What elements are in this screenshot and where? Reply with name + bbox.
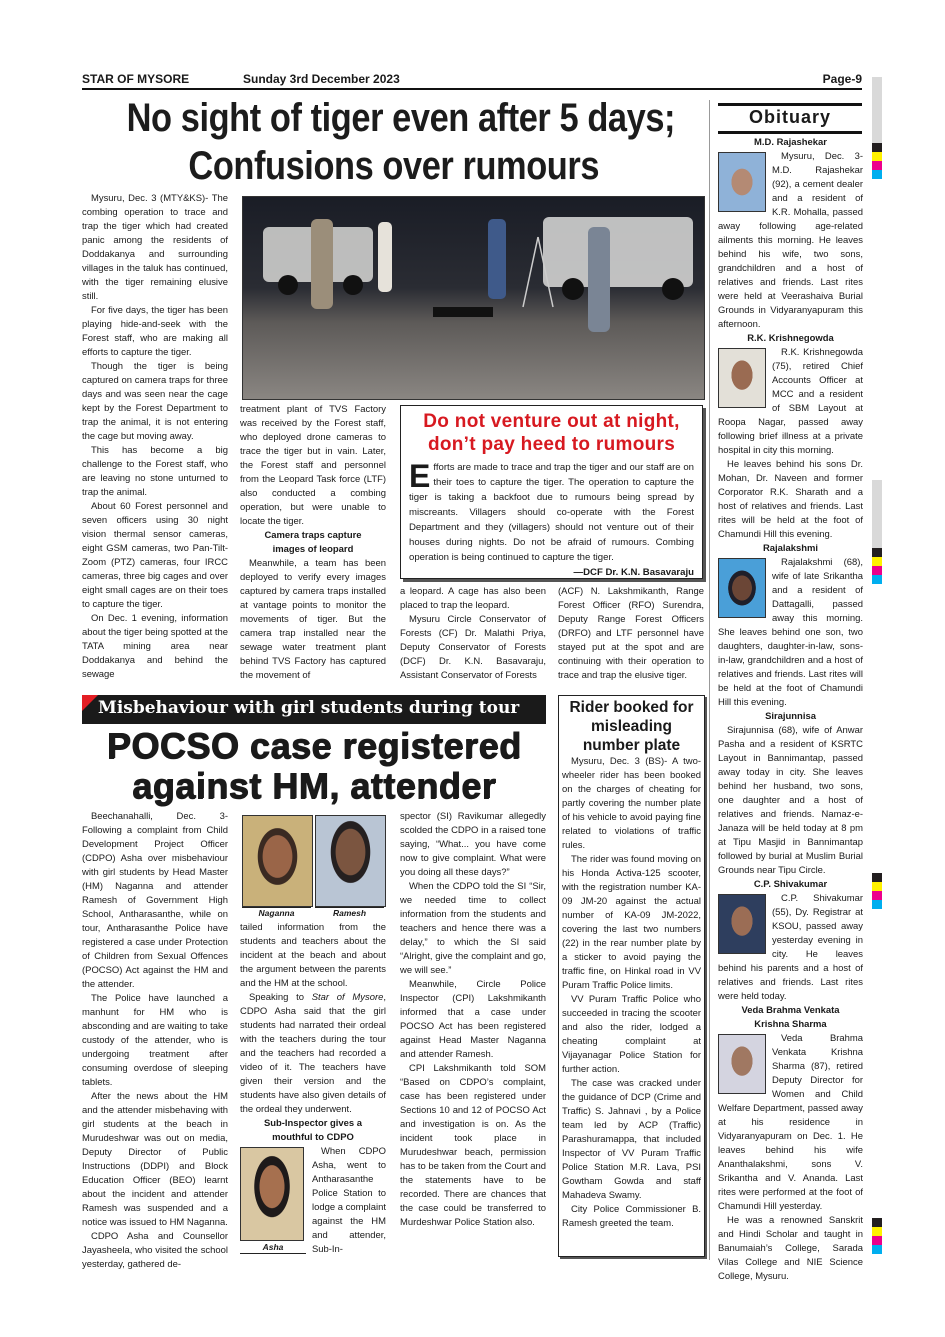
text: ,	[383, 992, 386, 1003]
kicker-text: Misbehaviour with girl students during tour	[98, 698, 520, 718]
subheading: Sub-Inspector gives a mouthful to CDPO	[263, 1118, 363, 1143]
paragraph: The rider was found moving on his Honda Activa-125 scooter, with the registration number KA-09 JM-20 against the actual number of KA-09 JM-2022, covering the last two numbers (22) in the rear number plate by a sticker to avoid paying the traffic fine, on Hinkal road in VV Puram Traffic Police limits.	[562, 854, 701, 991]
asha-photo	[240, 1147, 304, 1241]
paragraph: Mysuru, Dec. 3 (BS)- A two-wheeler rider has been booked on the charges of cheating for partly covering the number plate of his vehicle to avoid paying fine related to violations of traffic rules.	[562, 756, 701, 851]
combing-operation-photo	[242, 196, 705, 400]
paragraph: tailed information from the students and teachers about the incident at the beach and about the argument between the parents and the HM at the school.	[240, 922, 386, 989]
paragraph: When CDPO Asha, went to Antharasanthe Police Station to lodge a complaint against the HM and attender, Sub-In-	[312, 1146, 386, 1255]
obit-text	[718, 556, 863, 710]
quote-text: fforts are made to trace and trap the tiger and our staff are on their toes to capture the tiger. The operation to capture the tiger is taking a backfoot due to rumours being spread by miscreants. Villagers should co-operate with the Forest Department and they (villagers) should not venture out of their houses during nights. Do not be afraid of rumours. Combing operation is being continued to capture the tiger.	[409, 462, 694, 563]
text: Rajalakshmi (68), wife of late Srikantha and a resident of Dattagalli, passed away this morning. She leaves behind one son, two daughters, daughter-in-law, sons-in-law, grandchildren and a host of relatives and friends. Last rites will be held at the foot of Chamundi Hill this evening.	[718, 557, 863, 708]
publication-name: Star of Mysore	[311, 992, 384, 1003]
registration-color-strip	[872, 143, 882, 179]
obit-text	[718, 150, 863, 332]
pocso-column-2	[240, 921, 386, 1257]
paper-name: STAR OF MYSORE	[82, 72, 190, 86]
obit-photo-rajalakshmi	[718, 558, 766, 618]
tiger-story-column-3	[400, 585, 546, 683]
obit-name: Veda Brahma Venkata Krishna Sharma	[741, 1005, 840, 1030]
obit-name: M.D. Rajashekar	[754, 137, 827, 148]
obit-text	[718, 346, 863, 458]
text: C.P. Shivakumar (55), Dy. Registrar at KSOU, passed away yesterday evening in city. He leaves behind his parents and a host of relatives and friends. Last rites were held today.	[718, 893, 863, 1002]
headline-line1: POCSO case registered	[106, 725, 522, 766]
naganna-photo	[242, 815, 313, 907]
obituary-heading: Obituary	[748, 107, 831, 127]
tiger-story-column-2	[240, 403, 386, 683]
pocso-column-3	[400, 810, 546, 1230]
obit-text: He was a renowned Sanskrit and Hindi Scholar and taught in Banumaiah’s College, Sarada Vilas College and NIE Science College, Mysuru.	[718, 1215, 863, 1282]
issue-date: Sunday 3rd December 2023	[243, 72, 400, 86]
text: CDPO Asha said that the girl students had narrated their ordeal with the teachers during the tour and the teachers had recorded a video of it. The teachers have given their version and the students have also given details of the ordeal they underwent.	[240, 1006, 386, 1115]
registration-color-strip	[872, 1218, 882, 1254]
paragraph: a leopard. A cage has also been placed to trap the leopard.	[400, 586, 546, 611]
paragraph: For five days, the tiger has been playing hide-and-seek with the Forest staff, who are making all efforts to capture the tiger.	[82, 305, 228, 358]
paragraph: (ACF) N. Lakshmikanth, Range Forest Officer (RFO) Surendra, Deputy Range Forest Officers (DRFO) and LTF personnel have stayed put at the spot and are continuing with their operation to trace and trap the elusive tiger.	[558, 586, 704, 681]
obit-text: Sirajunnisa (68), wife of Anwar Pasha and a resident of KSRTC Layout in Bannimantap, passed away today in city. She leaves behind her husband, two sons, one daughter and a host of relatives and friends. Namaz-e-Janaza will be held today at 8 pm at Tipu Masjid in Bannimantap followed by burial at Muslim Burial Grounds near Tipu Circle.	[718, 725, 863, 876]
rider-headline: Rider booked for misleading number plate	[569, 699, 694, 754]
paragraph: CPI Lakshmikanth told SOM “Based on CDPO’s complaint, case has been registered under Sections 10 and 12 of POCSO Act and investigation is on. As the incident took place in Murudeshwar beach, permission has to be taken from the Court and the statements have to be recorded. There are chances that the case could be transferred to Murdeshwar Police Station also.	[400, 1063, 546, 1228]
obit-text	[718, 1032, 863, 1214]
quote-title-line1: Do not venture out at night,	[423, 411, 680, 432]
tiger-headline-line1: No sight of tiger even after 5 days;	[126, 96, 676, 140]
caption-naganna: Naganna	[242, 907, 311, 918]
paragraph: On Dec. 1 evening, information about the tiger being spotted at the TATA mining area near Doddakanya and behind the sewage	[82, 613, 228, 680]
tiger-headline-line2: Confusions over rumours	[188, 144, 599, 188]
paragraph: Meanwhile, a team has been deployed to verify every images captured by camera traps installed at vantage points to monitor the movements of tiger. But the camera trap installed near the sewage water treatment plant behind TVS Factory has captured the movement of	[240, 558, 386, 681]
obit-photo-shivakumar	[718, 894, 766, 954]
paragraph: The case was cracked under the guidance of DCP (Crime and Traffic) S. Jahnavi , by a Police team led by ACP (Traffic) Parashuramappa, that included Inspector of VV Puram Traffic Police Station M.R. Lava, PSI Gowtham Gowda and staff Mahadeva Swamy.	[562, 1078, 701, 1201]
dcf-quote-box	[400, 405, 703, 579]
masthead-rule	[82, 88, 862, 90]
headline-line2: against HM, attender	[131, 765, 497, 806]
obit-name: C.P. Shivakumar	[753, 879, 828, 890]
paragraph: About 60 Forest personnel and seven officers using 30 night vision thermal sensor cameras, eight GSM cameras, two Pan-Tilt-Zoom (PTZ) cameras, four IRCC cameras, three big cages and over eight small cages are on their toes to capture the tiger.	[82, 501, 228, 610]
pocso-column-1	[82, 810, 228, 1272]
subheading: Camera traps capture images of leopard	[264, 530, 362, 555]
banner-corner	[82, 695, 98, 711]
quote-body	[401, 460, 702, 580]
text: R.K. Krishnegowda (75), retired Chief Accounts Officer at MCC and a resident of SBM Layout at Roopa Nagar, passed away following brief illness at a private hospital in city this morning.	[718, 347, 863, 456]
pocso-headline	[82, 726, 546, 806]
obituary-rule-bottom	[718, 131, 862, 134]
obit-text	[718, 892, 863, 1004]
obit-name: R.K. Krishnegowda	[747, 333, 834, 344]
paragraph	[240, 991, 386, 1117]
quote-attribution: —DCF Dr. K.N. Basavaraju	[573, 567, 694, 578]
paragraph: Though the tiger is being captured on camera traps for three days and was seen near the cage kept by the Forest Department to trap the animal, it is not entering the cage but moving away.	[82, 361, 228, 442]
rider-story-text	[559, 755, 704, 1231]
paragraph: This has become a big challenge to the Forest staff, who are leaving no stone unturned to trap the animal.	[82, 445, 228, 498]
paragraph: spector (SI) Ravikumar allegedly scolded the CDPO in a raised tone saying, “What... you have come now to give complaint. What were you doing all these days?”	[400, 811, 546, 878]
caption-ramesh: Ramesh	[315, 907, 384, 918]
caption-asha: Asha	[240, 1241, 306, 1254]
paragraph: When the CDPO told the SI “Sir, we needed time to collect information from the students and teachers and hence there was a delay,” to which the SI said “Alright, give the complaint and go, we will see.”	[400, 881, 546, 976]
obituary-rule-top	[718, 103, 862, 106]
tiger-story-column-1	[82, 192, 228, 682]
column-divider	[709, 100, 710, 1260]
paragraph: treatment plant of TVS Factory was received by the Forest staff, who deployed drone cameras to trace the tiger but in vain. Later, the Forest staff and personnel from the Leopard Task force (LTF) also conducted a combing operation, but were unable to locate the tiger.	[240, 404, 386, 527]
obit-text: He leaves behind his sons Dr. Mohan, Dr. Naveen and former Corporator R.K. Sharath and a host of relatives and friends. Last rites will be held at the foot of Chamundi Hill this evening.	[718, 459, 863, 540]
text: Mysuru, Dec. 3- M.D. Rajashekar (92), a cement dealer and a resident of K.R. Mohalla, passed away following age-related ailments this morning. He leaves behind his wife, two sons, grandchildren and a host of relatives and friends. Last rites were held at Veerashaiva Burial Grounds in Vidyaranyapuram this afternoon.	[718, 151, 863, 330]
paragraph: Mysuru, Dec. 3 (MTY&KS)- The combing operation to trace and trap the tiger which had created panic among the residents of Doddakanya and surrounding villages in the taluk has continued, with the tiger remaining elusive still.	[82, 193, 228, 302]
obit-photo-rajashekar	[718, 152, 766, 212]
paragraph: Mysuru Circle Conservator of Forests (CF) Dr. Malathi Priya, Deputy Conservator of Forests (DCF) Dr. K.N. Basavaraju, Assistant Conservator of Forests	[400, 614, 546, 681]
quote-title-line2: don’t pay heed to rumours	[427, 434, 676, 455]
obit-photo-krishnegowda	[718, 348, 766, 408]
obit-name: Rajalakshmi	[762, 543, 819, 554]
pocso-kicker-banner	[82, 695, 546, 724]
rider-story-box	[558, 695, 705, 1257]
ramesh-photo	[315, 815, 386, 907]
page-number: Page-9	[822, 72, 862, 86]
paragraph: The Police have launched a manhunt for HM who is absconding and are waiting to take custody of the attender, who is undergoing treatment after consuming overdose of sleeping tablets.	[82, 993, 228, 1088]
drop-cap: E	[409, 458, 431, 494]
obit-name: Sirajunnisa	[765, 711, 816, 722]
paragraph: Beechanahalli, Dec. 3- Following a complaint from Child Development Project Officer (CDPO) Asha over misbehaviour with girl students by Head Master (HM) Naganna and attender Ramesh of Government High School, Antharasanthe, while on tour, Antharasanthe Police have registered a case under Protection of Children from Sexual Offences (POCSO) Act against the HM and the attender.	[82, 811, 228, 990]
registration-grey-block	[872, 77, 882, 143]
registration-grey-block	[872, 480, 882, 548]
photo-scene	[243, 197, 704, 399]
paragraph: After the news about the HM and the attender misbehaving with girl students at the beach in Murudeshwar was out on media, Deputy Director of Public Instructions (DDPI) and Block Education Officer (BEO) learnt about the incident and attender Ramesh was suspended and a notice was issued to HM Naganna.	[82, 1091, 228, 1228]
obituary-column	[718, 136, 863, 1284]
paragraph: City Police Commissioner B. Ramesh greeted the team.	[562, 1204, 701, 1229]
obit-photo-sharma	[718, 1034, 766, 1094]
tiger-story-column-4	[558, 585, 704, 683]
asha-photo-block	[240, 1147, 306, 1254]
text: Veda Brahma Venkata Krishna Sharma (87), retired Deputy Director for Women and Child Welfare Department, passed away at his residence in Vidyaranyapuram on Dec. 1. He leaves behind his wife Ananthalakshmi, sons V. Srikantha and V. Ananda. Last rites were performed at the foot of Chamundi Hill yesterday.	[718, 1033, 863, 1212]
paragraph: VV Puram Traffic Police who succeeded in tracing the scooter and also the rider, lodged a cheating complaint at Vijayanagar Police Station for further action.	[562, 994, 701, 1075]
registration-color-strip	[872, 873, 882, 909]
registration-color-strip	[872, 548, 882, 584]
paragraph: CDPO Asha and Counsellor Jayasheela, who visited the school yesterday, gathered de-	[82, 1231, 228, 1270]
paragraph: Meanwhile, Circle Police Inspector (CPI) Lakshmikanth informed that a case under POCSO Act has been registered against Head Master Naganna and attender Ramesh.	[400, 979, 546, 1060]
text: Speaking to	[249, 992, 312, 1003]
